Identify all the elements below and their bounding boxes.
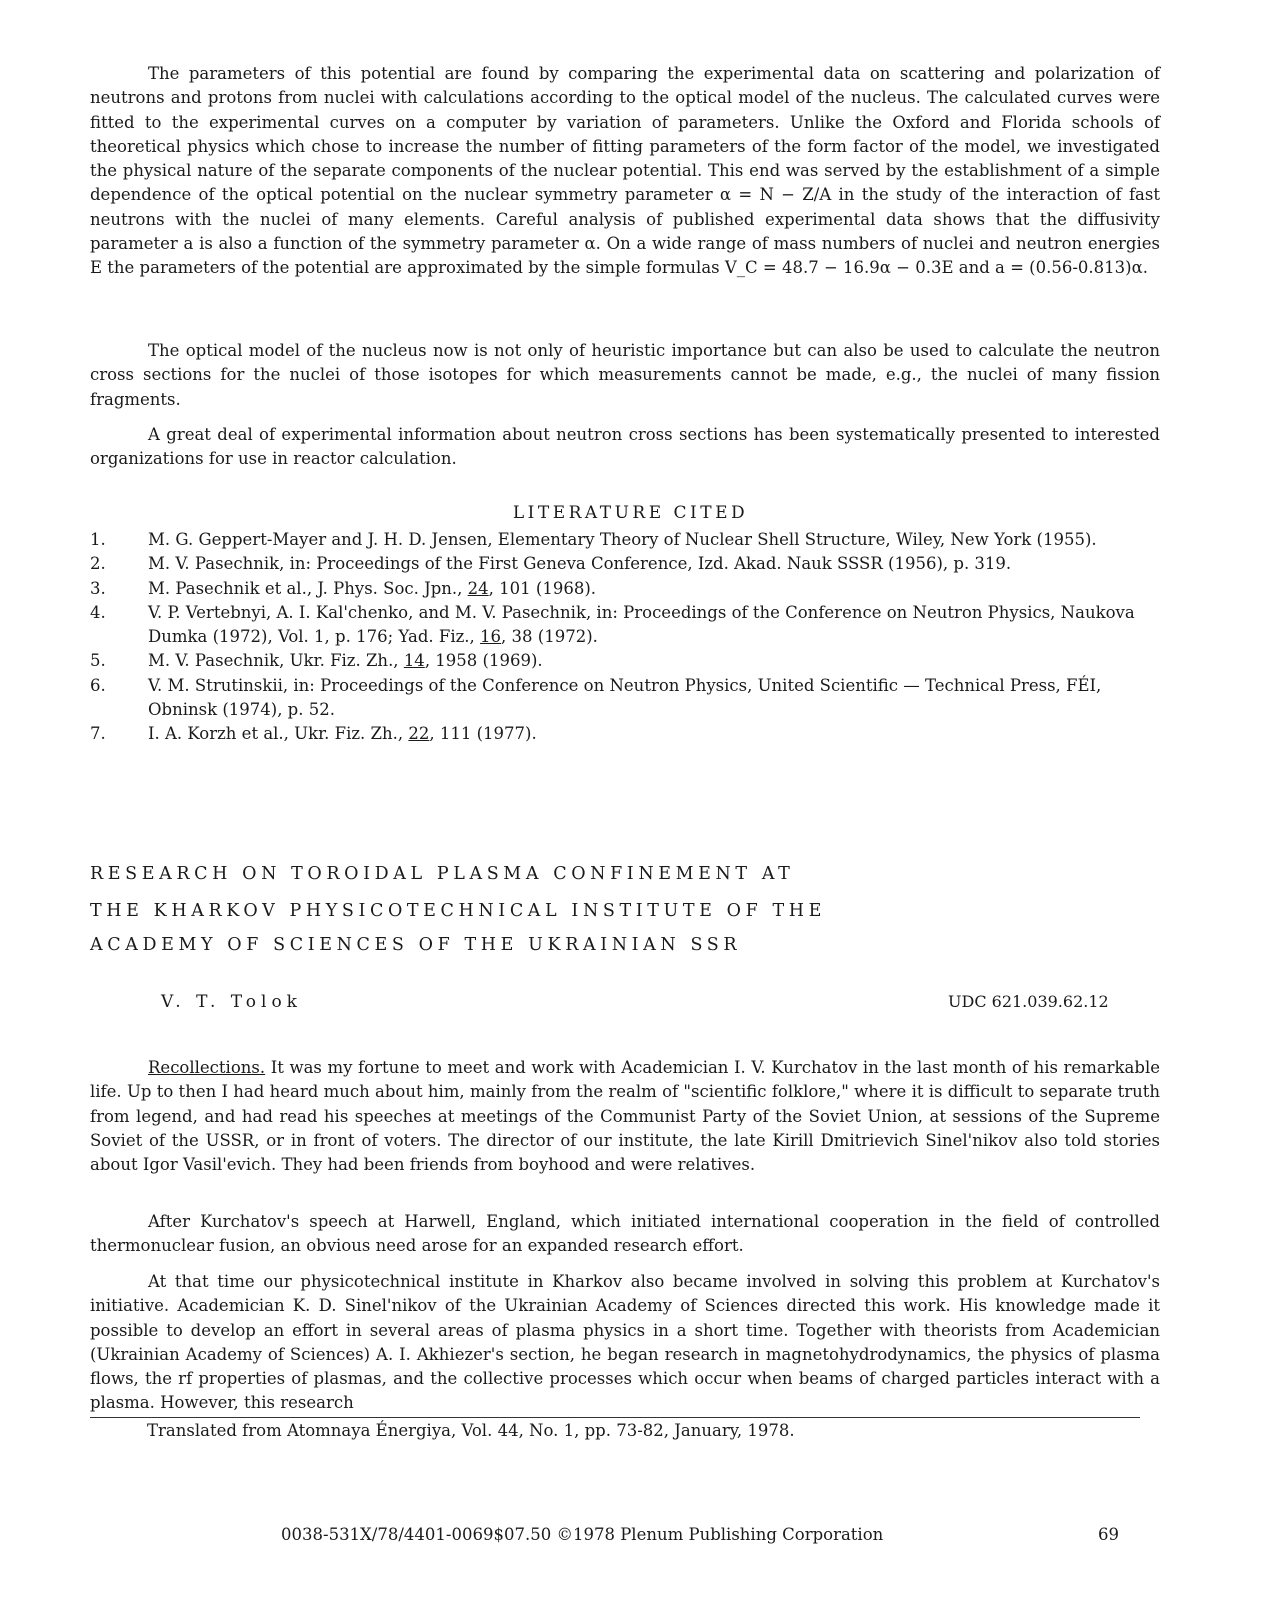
article-paragraph-3: At that time our physicotechnical institute in Kharkov also became involved in solving this problem at Kurchatov's initiative. Academician K. D. Sinel'nikov of the Ukrainian Academy of Sciences directed this work. His knowledge made it possible to develop an effort in several areas of plasma physics in a short time. Together with theorists from Academician (Ukrainian Academy of Sciences) A. I. Akhiezer's section, he began research in magnetohydrodynamics, the physics of plasma flows, the rf properties of plasmas, and the collective processes which occur when beams of charged particles interact with a plasma. However, this research xyxy=(90,1272,1160,1413)
article-title-line-1: RESEARCH ON TOROIDAL PLASMA CONFINEMENT AT xyxy=(90,864,795,884)
reference-text: M. Pasechnik et al., J. Phys. Soc. Jpn., xyxy=(148,578,468,598)
reference-number: 6. xyxy=(90,675,106,695)
recollections-label: Recollections. xyxy=(148,1058,266,1077)
article-title-line-2: THE KHARKOV PHYSICOTECHNICAL INSTITUTE OF THE xyxy=(90,901,827,921)
reference-number: 2. xyxy=(90,554,106,574)
reference-item xyxy=(90,601,1160,650)
copyright-footer: 0038-531X/78/4401-0069$07.50 ©1978 Plenum Publishing Corporation xyxy=(281,1525,884,1544)
reference-item xyxy=(90,649,1160,673)
reference-text: V. M. Strutinskii, in: Proceedings of the Conference on Neutron Physics, United Scientific — Technical Press, FÉI, Obninsk (1974), p. 52. xyxy=(148,675,1102,720)
reference-list xyxy=(90,528,1160,747)
reference-number: 5. xyxy=(90,651,106,671)
reference-text: M. G. Geppert-Mayer and J. H. D. Jensen, Elementary Theory of Nuclear Shell Structure, Wiley, New York (1955). xyxy=(148,530,1097,549)
author-name: V. T. Tolok xyxy=(161,992,302,1012)
reference-text-end: , 38 (1972). xyxy=(501,627,598,647)
article-paragraph-2: After Kurchatov's speech at Harwell, England, which initiated international cooperation in the field of controlled thermonuclear fusion, an obvious need arose for an expanded research effort. xyxy=(90,1212,1160,1256)
reference-volume: 16 xyxy=(480,627,502,647)
reference-number: 7. xyxy=(90,724,106,744)
article-title-line-3: ACADEMY OF SCIENCES OF THE UKRAINIAN SSR xyxy=(90,935,742,955)
intro-paragraph-3: A great deal of experimental information about neutron cross sections has been systematically presented to interested organizations for use in reactor calculation. xyxy=(90,425,1160,469)
intro-paragraph-2: The optical model of the nucleus now is not only of heuristic importance but can also be used to calculate the neutron cross sections for the nuclei of those isotopes for which measurements cannot be made, e.g., the nuclei of many fission fragments. xyxy=(90,341,1160,409)
page-number: 69 xyxy=(1098,1525,1119,1544)
reference-number: 3. xyxy=(90,578,106,598)
reference-item xyxy=(90,674,1160,723)
reference-volume: 22 xyxy=(408,724,430,744)
reference-text-end: , 101 (1968). xyxy=(488,578,596,598)
intro-paragraph-1: The parameters of this potential are found by comparing the experimental data on scattering and polarization of neutrons and protons from nuclei with calculations according to the optical model of the nucleus. The calculated curves were fitted to the experimental curves on a computer by variation of parameters. Unlike the Oxford and Florida schools of theoretical physics which chose to increase the number of fitting parameters of the form factor of the model, we investigated the physical nature of the separate components of the nuclear potential. This end was served by the establishment of a simple dependence of the optical potential on the nuclear symmetry parameter α = N − Z/A in the study of the interaction of fast neutrons with the nuclei of many elements. Careful analysis of published experimental data shows that the diffusivity parameter a is also a function of the symmetry parameter α. On a wide range of mass numbers of nuclei and neutron energies E the parameters of the potential are approximated by the simple formulas V_C = 48.7 − 16.9α − 0.3E and a = (0.56-0.813)α. xyxy=(90,64,1160,278)
reference-volume: 24 xyxy=(467,578,489,598)
article-paragraph-1-text: It was my fortune to meet and work with Academician I. V. Kurchatov in the last month of his remarkable life. Up to then I had heard much about him, mainly from the realm of "scientific folklore," where it is difficult to separate truth from legend, and had read his speeches at meetings of the Communist Party of the Soviet Union, at sessions of the Supreme Soviet of the USSR, or in front of voters. The director of our institute, the late Kirill Dmitrievich Sinel'nikov also told stories about Igor Vasil'evich. They had been friends from boyhood and were relatives. xyxy=(90,1058,1160,1175)
translation-footnote: Translated from Atomnaya Énergiya, Vol. 44, No. 1, pp. 73-82, January, 1978. xyxy=(147,1421,795,1440)
reference-item xyxy=(90,577,1160,601)
reference-item xyxy=(90,722,1160,746)
reference-item xyxy=(90,528,1160,552)
reference-number: 4. xyxy=(90,602,106,622)
reference-text: I. A. Korzh et al., Ukr. Fiz. Zh., xyxy=(148,724,409,744)
literature-cited-heading: LITERATURE CITED xyxy=(512,503,749,523)
article-paragraph-1 xyxy=(90,1056,1160,1177)
footnote-divider xyxy=(90,1417,1140,1418)
udc-code: UDC 621.039.62.12 xyxy=(948,992,1109,1011)
reference-text-end: , 111 (1977). xyxy=(429,724,537,744)
reference-text: M. V. Pasechnik, in: Proceedings of the First Geneva Conference, Izd. Akad. Nauk SSSR (1956), p. 319. xyxy=(148,554,1012,574)
reference-number: 1. xyxy=(90,530,106,549)
reference-text-end: , 1958 (1969). xyxy=(424,651,543,671)
reference-item xyxy=(90,552,1160,576)
reference-volume: 14 xyxy=(403,651,425,671)
reference-text: V. P. Vertebnyi, A. I. Kal'chenko, and M. V. Pasechnik, in: Proceedings of the Conference on Neutron Physics, Naukova Dumka (1972), Vol. 1, p. 176; Yad. Fiz., xyxy=(148,602,1135,647)
reference-text: M. V. Pasechnik, Ukr. Fiz. Zh., xyxy=(148,651,404,671)
